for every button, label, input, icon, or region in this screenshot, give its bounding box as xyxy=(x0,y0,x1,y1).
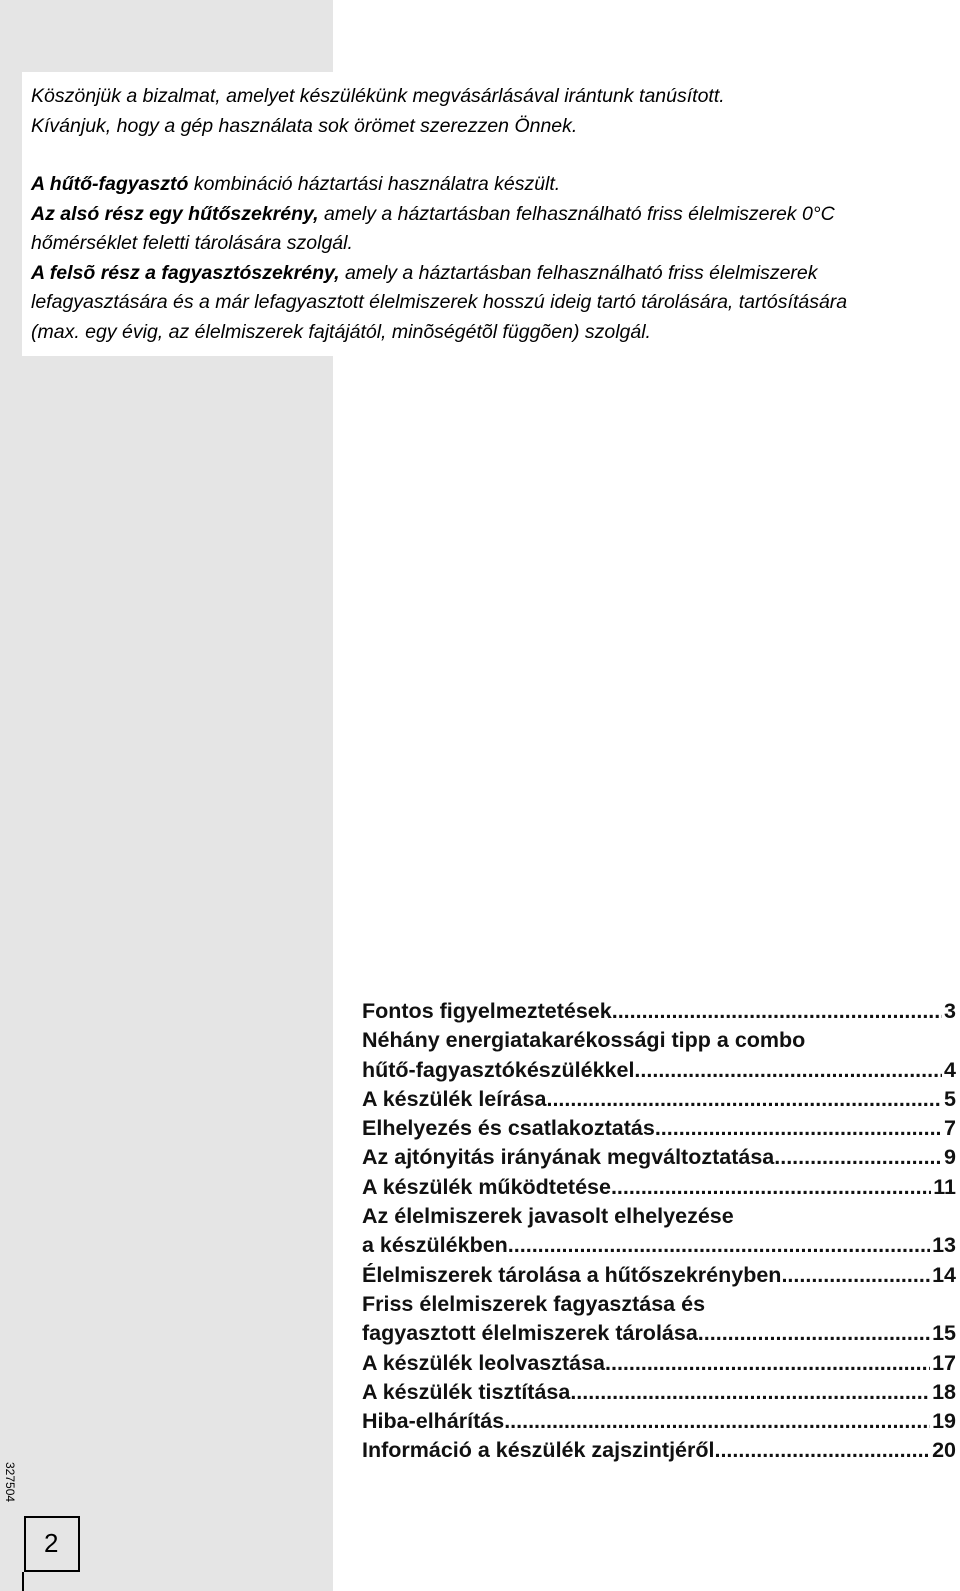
table-of-contents xyxy=(362,997,956,1466)
intro-line: (max. egy évig, az élelmiszerek fajtájától, minõségétõl függõen) szolgál. xyxy=(31,320,651,343)
toc-page-number: 3 xyxy=(944,999,956,1023)
toc-leader-dots xyxy=(714,1436,930,1465)
intro-bold: A felsõ rész a fagyasztószekrény, xyxy=(31,261,340,284)
toc-entry[interactable] xyxy=(362,1085,956,1114)
toc-leader-dots xyxy=(605,1349,930,1378)
intro-line: lefagyasztására és a már lefagyasztott élelmiszerek hosszú ideig tartó tárolására, tartósítására xyxy=(31,291,848,313)
toc-entry-title: A készülék leírása xyxy=(362,1086,547,1111)
toc-entry[interactable] xyxy=(362,1114,956,1143)
toc-page-number: 20 xyxy=(932,1438,956,1463)
toc-entry[interactable] xyxy=(362,1143,956,1172)
document-code: 327504 xyxy=(3,1462,17,1503)
intro-line: Köszönjük a bizalmat, amelyet készülékünk megvásárlásával irántunk tanúsított. xyxy=(31,85,725,107)
toc-entry[interactable] xyxy=(362,1261,956,1290)
toc-entry[interactable] xyxy=(362,1436,956,1465)
intro-bold: Az alsó rész egy hűtőszekrény, xyxy=(31,202,319,225)
toc-page-number: 11 xyxy=(933,1174,956,1199)
toc-entry[interactable] xyxy=(362,997,956,1026)
intro-line xyxy=(31,200,951,230)
toc-leader-dots xyxy=(774,1143,942,1172)
toc-page-number: 5 xyxy=(944,1086,956,1111)
intro-rest: kombináció háztartási használatra készült. xyxy=(188,173,561,195)
toc-page-number: 14 xyxy=(932,1262,956,1287)
toc-entry-title: Fontos figyelmeztetések xyxy=(362,999,612,1023)
toc-entry-title: a készülékben xyxy=(362,1233,508,1258)
toc-leader-dots xyxy=(781,1261,930,1290)
toc-page-number: 18 xyxy=(932,1379,956,1404)
toc-entry-line: Friss élelmiszerek fagyasztása és xyxy=(362,1291,706,1316)
toc-page-number: 13 xyxy=(932,1233,956,1258)
page-number-box xyxy=(24,1516,80,1572)
toc-entry-title: A készülék működtetése xyxy=(362,1174,611,1199)
toc-entry[interactable] xyxy=(362,1056,956,1085)
page-number: 2 xyxy=(44,1528,59,1558)
toc-entry[interactable] xyxy=(362,1319,956,1348)
intro-line: Kívánjuk, hogy a gép használata sok örömet szerezzen Önnek. xyxy=(31,114,578,137)
toc-leader-dots xyxy=(612,997,942,1026)
toc-entry[interactable] xyxy=(362,1349,956,1378)
toc-entry-title: Hiba-elhárítás xyxy=(362,1409,505,1434)
toc-leader-dots xyxy=(570,1378,930,1407)
toc-leader-dots xyxy=(634,1056,942,1085)
toc-entry-title: Az ajtónyitás irányának megváltoztatása xyxy=(362,1145,775,1170)
toc-entry-line: Néhány energiatakarékossági tipp a combo xyxy=(362,1028,806,1053)
toc-leader-dots xyxy=(698,1319,930,1348)
intro-rest: amely a háztartásban felhasználható friss élelmiszerek xyxy=(339,261,818,284)
toc-page-number: 15 xyxy=(932,1321,956,1346)
toc-page-number: 17 xyxy=(932,1350,956,1375)
intro-bold: A hűtő-fagyasztó xyxy=(31,173,189,195)
toc-entry[interactable] xyxy=(362,1231,956,1260)
toc-leader-dots xyxy=(508,1231,930,1260)
intro-rest: amely a háztartásban felhasználható friss élelmiszerek 0°C xyxy=(318,202,835,225)
toc-entry-title: Információ a készülék zajszintjéről xyxy=(362,1438,715,1463)
toc-entry-title: fagyasztott élelmiszerek tárolása xyxy=(362,1321,698,1346)
toc-page-number: 9 xyxy=(944,1145,956,1170)
toc-entry[interactable] xyxy=(362,1173,956,1202)
intro-text xyxy=(31,82,951,347)
intro-line xyxy=(31,259,951,289)
toc-entry-line: Az élelmiszerek javasolt elhelyezése xyxy=(362,1204,734,1229)
intro-line: hőmérséklet feletti tárolására szolgál. xyxy=(31,232,353,254)
toc-entry[interactable] xyxy=(362,1407,956,1436)
toc-page-number: 19 xyxy=(932,1409,956,1434)
toc-entry-title: A készülék tisztítása xyxy=(362,1379,571,1404)
toc-entry-title: Elhelyezés és csatlakoztatás xyxy=(362,1116,655,1141)
toc-page-number: 7 xyxy=(944,1116,956,1141)
toc-leader-dots xyxy=(546,1085,942,1114)
toc-page-number: 4 xyxy=(944,1057,956,1082)
toc-leader-dots xyxy=(655,1114,942,1143)
corner-line xyxy=(22,1572,24,1591)
toc-leader-dots xyxy=(611,1173,931,1202)
toc-leader-dots xyxy=(504,1407,930,1436)
toc-entry-title: Élelmiszerek tárolása a hűtőszekrényben xyxy=(362,1262,782,1287)
intro-line xyxy=(31,170,951,200)
toc-entry-title: A készülék leolvasztása xyxy=(362,1350,606,1375)
toc-entry-title: hűtő-fagyasztókészülékkel xyxy=(362,1057,635,1082)
toc-entry[interactable] xyxy=(362,1378,956,1407)
